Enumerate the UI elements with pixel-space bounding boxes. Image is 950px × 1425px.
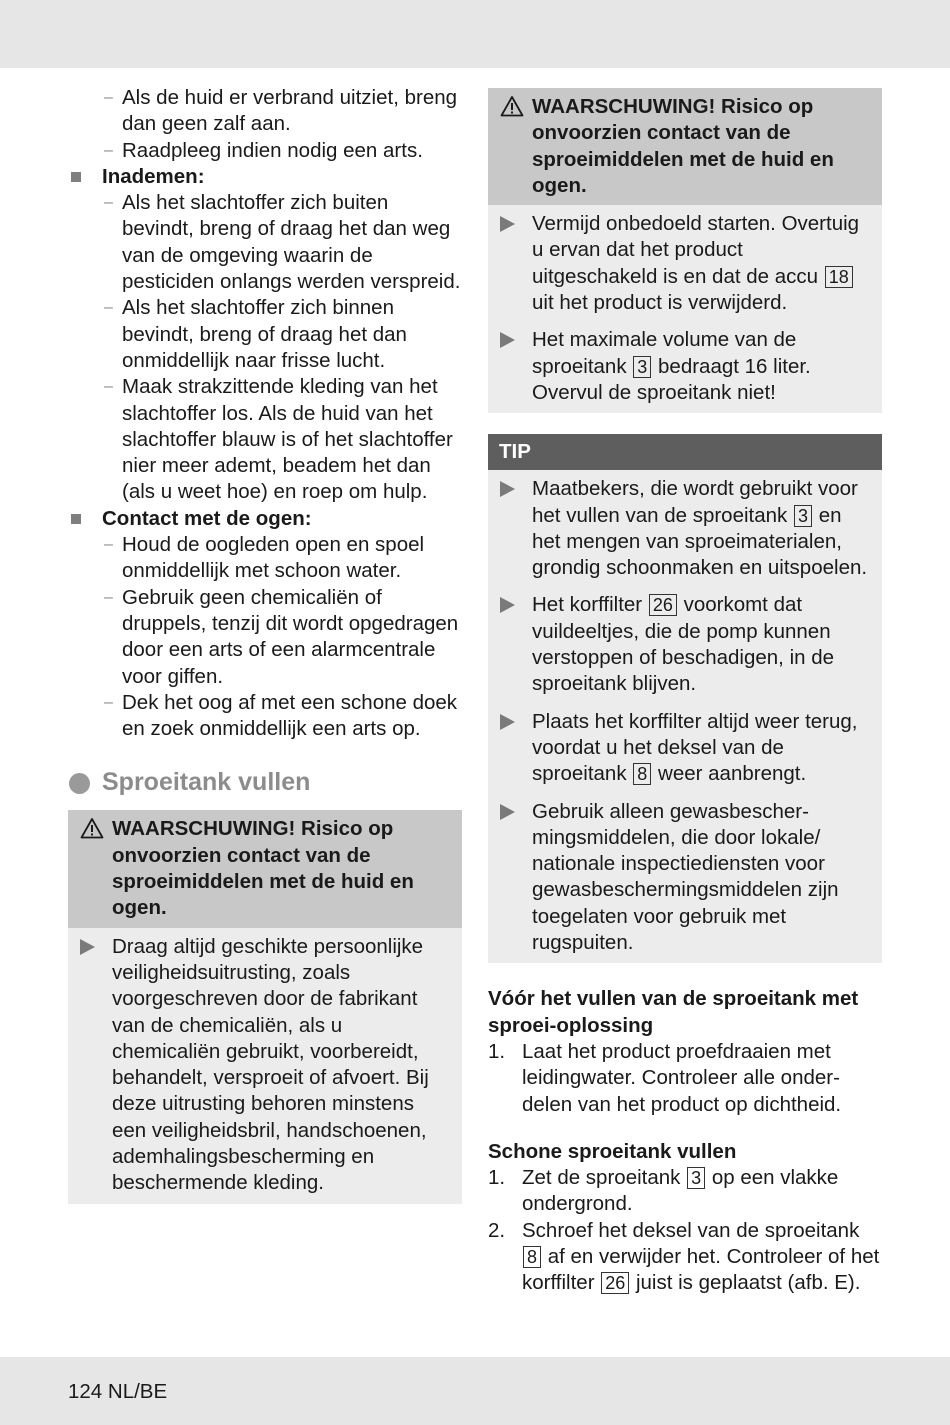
arrow-bullet-icon: [500, 597, 515, 613]
reference-number: 8: [523, 1246, 541, 1268]
warning-triangle-icon: [500, 95, 524, 117]
reference-number: 18: [825, 266, 853, 288]
warning-heading: WAARSCHUWING! Risico op onvoorzien contact van de sproeimiddelen met de huid en ogen.: [68, 810, 462, 927]
list-item: Het maximale volume van de sproeitank 3 bedraagt 16 liter. Overvul de sproeitank niet!: [488, 327, 870, 406]
tip-heading: TIP: [488, 434, 882, 470]
section-heading: Sproeitank vullen: [68, 764, 462, 804]
arrow-bullet-icon: [500, 332, 515, 348]
header-band: [0, 0, 950, 68]
reference-number: 8: [633, 763, 651, 785]
page-number: 124 NL/BE: [68, 1380, 168, 1403]
list-item: Plaats het korffilter altijd weer terug, voordat u het deksel van de sproeitank 8 weer aanbrengt.: [488, 709, 870, 788]
square-bullet-icon: [71, 172, 81, 182]
subheading: Vóór het vullen van de sproeitank met sproei-oplossing: [488, 987, 859, 1037]
subheading: Schone sproeitank vullen: [488, 1139, 737, 1163]
tip-box: [488, 434, 882, 963]
circle-bullet-icon: [69, 773, 90, 794]
bullet-heading-inademen: Inademen:: [68, 164, 462, 190]
bullet-heading-ogen: Contact met de ogen:: [68, 506, 462, 532]
list-item: – Als het slachtoffer zich buiten bevindt, breng of draag het dan weg van de omgeving waarin de pesticiden onlangs werden verspreid.: [104, 191, 461, 294]
warning-box: [488, 88, 882, 413]
reference-number: 26: [601, 1272, 629, 1294]
list-item: Het korffilter 26 voorkomt dat vuildeeltjes, die de pomp kunnen verstoppen of beschadigen, in de sproeitank blijven.: [488, 592, 870, 697]
list-item: Maatbekers, die wordt gebruikt voor het vullen van de sproeitank 3 en het mengen van sproeimaterialen, grondig schoonmaken en uitspoelen.: [488, 476, 870, 581]
list-item: Draag altijd geschikte persoonlijke veiligheidsuitrusting, zoals voorgeschreven door de fabrikant van de chemicaliën, als u chemicaliën gebruikt, voorbereidt, behandelt, versproeit of afvoert. Bij deze uitrusting behoren minstens een veiligheidsbril, handschoenen, ademhalingsbescherming en beschermende kleding.: [68, 934, 450, 1197]
warning-box: [68, 810, 462, 1203]
list-item: – Dek het oog af met een schone doek en zoek onmiddellijk een arts op.: [104, 690, 458, 741]
numbered-step: 1. Zet de sproeitank 3 op een vlakke ondergrond.: [488, 1166, 839, 1216]
arrow-bullet-icon: [500, 714, 515, 730]
list-item: – Houd de oogleden open en spoel onmiddellijk met schoon water.: [104, 533, 425, 583]
reference-number: 3: [794, 505, 812, 527]
numbered-step: 1. Laat het product proefdraaien met leidingwater. Controleer alle onder-delen van het product op dichtheid.: [488, 1039, 842, 1116]
list-item: Gebruik alleen gewasbescher-mingsmiddelen, die door lokale/ nationale inspectiediensten voor gewasbeschermingsmiddelen zijn toegelaten voor gebruik met rugspuiten.: [488, 799, 870, 957]
list-item: – Als het slachtoffer zich binnen bevindt, breng of draag het dan onmiddellijk naar frisse lucht.: [104, 296, 407, 372]
list-item: – Raadpleeg indien nodig een arts.: [104, 138, 423, 162]
warning-heading: WAARSCHUWING! Risico op onvoorzien contact van de sproeimiddelen met de huid en ogen.: [488, 88, 882, 205]
warning-triangle-icon: [80, 817, 104, 839]
reference-number: 26: [649, 594, 677, 616]
list-item: Vermijd onbedoeld starten. Overtuig u ervan dat het product uitgeschakeld is en dat de accu 18 uit het product is verwijderd.: [488, 211, 870, 316]
numbered-step: 2. Schroef het deksel van de sproeitank 8 af en verwijder het. Controleer of het korffilter 26 juist is geplaatst (afb. E).: [488, 1218, 880, 1295]
arrow-bullet-icon: [500, 216, 515, 232]
arrow-bullet-icon: [80, 939, 95, 955]
arrow-bullet-icon: [500, 804, 515, 820]
reference-number: 3: [687, 1167, 705, 1189]
square-bullet-icon: [71, 514, 81, 524]
left-column: [68, 85, 462, 1204]
list-item: – Gebruik geen chemicaliën of druppels, tenzij dit wordt opgedragen door een arts of een alarmcentrale voor giffen.: [104, 585, 459, 688]
reference-number: 3: [633, 356, 651, 378]
right-column: [488, 88, 882, 1297]
list-item: – Als de huid er verbrand uitziet, breng dan geen zalf aan.: [104, 86, 458, 136]
list-item: – Maak strakzittende kleding van het slachtoffer los. Als de huid van het slachtoffer blauw is of het slachtoffer nier meer ademt, beadem het dan (als u weet hoe) en roep om hulp.: [104, 375, 453, 504]
arrow-bullet-icon: [500, 481, 515, 497]
